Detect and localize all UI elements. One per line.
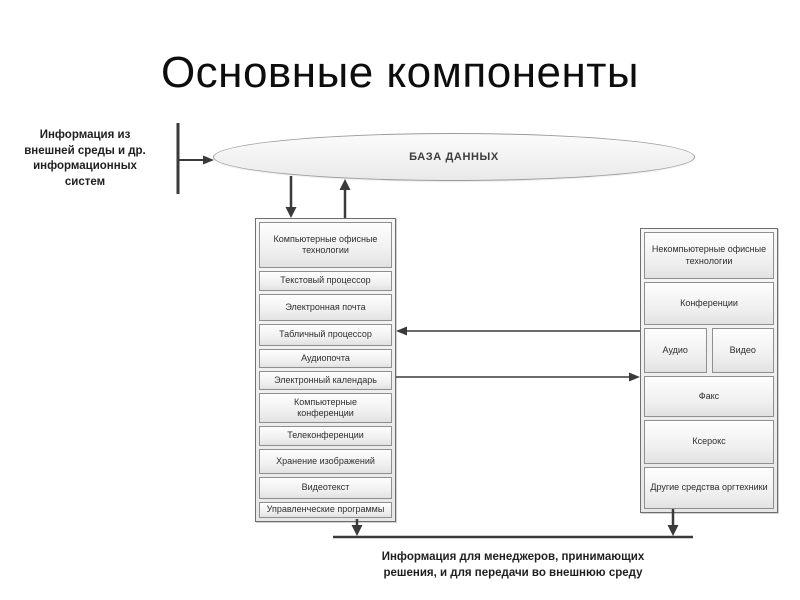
computer-box-item-videotext: Видеотекст (259, 477, 392, 499)
computer-to-output-arrowhead-icon (352, 525, 363, 536)
database-to-computer-arrowhead-icon (286, 207, 297, 218)
noncomputer-box-header: Некомпьютерные офисные технологии (644, 232, 774, 279)
computer-box-item-text-processor: Текстовый процессор (259, 271, 392, 291)
audio-video-row (644, 328, 774, 373)
computer-box-item-spreadsheet: Табличный процессор (259, 324, 392, 346)
noncomputer-box-item-audio: Аудио (644, 328, 707, 373)
noncomputer-box-item-other-equipment: Другие средства оргтехники (644, 467, 774, 509)
output-info-label-line: решения, и для передачи во внешнюю среду (383, 567, 643, 579)
noncomputer-to-output-arrowhead-icon (668, 525, 679, 536)
noncomputer-box-item-conferences: Конференции (644, 282, 774, 325)
database-label: БАЗА ДАННЫХ (409, 151, 499, 163)
computer-to-noncomputer-arrowhead-icon (629, 373, 640, 382)
output-info-label (311, 549, 715, 581)
computer-to-database-arrowhead-icon (340, 179, 351, 190)
external-input-label-line: Информация из (39, 129, 131, 141)
computer-box-item-computer-conferences: Компьютерные конференции (259, 393, 392, 423)
computer-box-item-audiomail: Аудиопочта (259, 349, 392, 368)
computer-box-item-management-programs: Управленческие программы (259, 502, 392, 518)
database-ellipse (213, 133, 695, 181)
computer-box-item-calendar: Электронный календарь (259, 371, 392, 390)
external-input-label-line: информационных (33, 160, 137, 172)
external-input-label-line: систем (64, 175, 106, 188)
slide-title: Основные компоненты (160, 48, 640, 97)
computer-box-item-teleconferences: Телеконференции (259, 426, 392, 446)
noncomputer-box-item-fax: Факс (644, 376, 774, 417)
external-input-label-line: внешней среды и др. (24, 144, 146, 157)
computer-box-header: Компьютерные офисные технологии (259, 222, 392, 268)
noncomputer-box-item-xerox: Ксерокс (644, 420, 774, 464)
computer-box-item-image-storage: Хранение изображений (259, 449, 392, 474)
noncomputer-to-computer-arrowhead-icon (396, 327, 407, 336)
computer-technologies-box (255, 218, 396, 522)
noncomputer-technologies-box (640, 228, 778, 513)
output-info-label-line: Информация для менеджеров, принимающих (381, 551, 645, 563)
computer-box-item-email: Электронная почта (259, 294, 392, 321)
external-input-label (6, 128, 164, 190)
noncomputer-box-item-video: Видео (712, 328, 775, 373)
